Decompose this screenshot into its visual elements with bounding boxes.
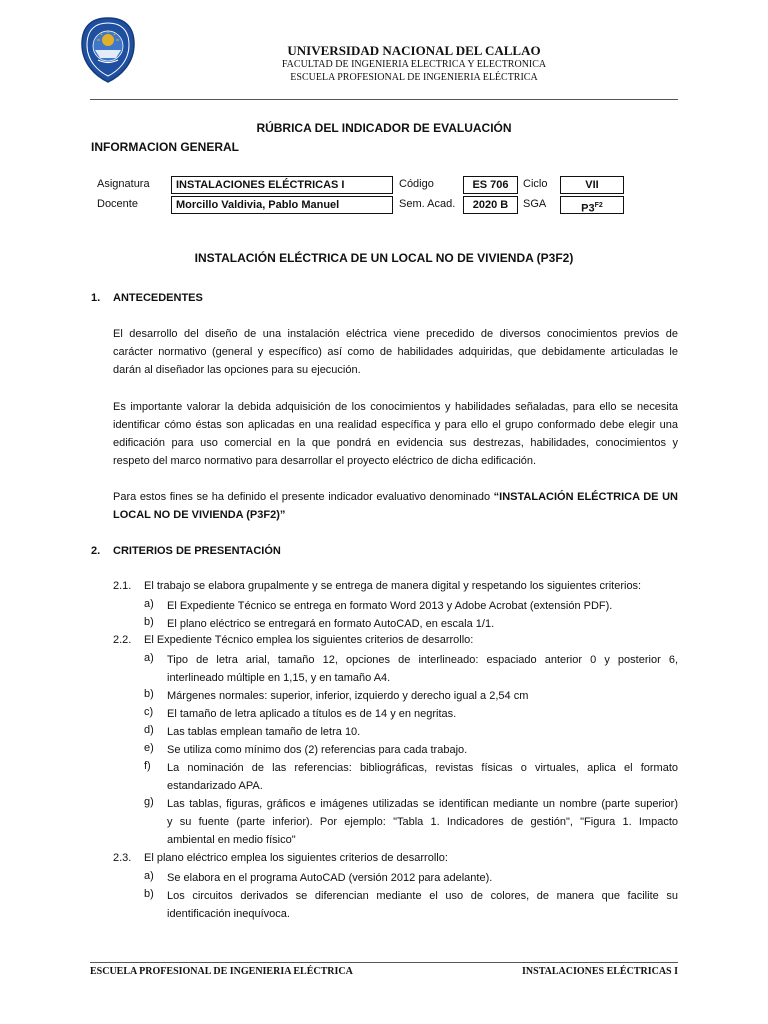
item-marker: a) (144, 652, 154, 664)
header-divider (90, 99, 678, 100)
text-line: identificar cómo éstas son aplicadas en una realidad específica y para ello el grupo conformado debe elegir una (113, 419, 678, 431)
section2-title: CRITERIOS DE PRESENTACIÓN (113, 545, 281, 557)
list-item (167, 705, 678, 723)
semester-label: Sem. Acad. (399, 198, 456, 210)
subsection-number: 2.1. (113, 580, 132, 592)
section2-number: 2. (91, 545, 101, 557)
rubric-title: RÚBRICA DEL INDICADOR DE EVALUACIÓN (256, 121, 512, 135)
text-line: Las tablas emplean tamaño de letra 10. (167, 726, 361, 738)
footer-divider (90, 962, 678, 963)
subsection-text: El plano eléctrico emplea los siguientes criterios de desarrollo: (144, 852, 448, 864)
section1-paragraph-3 (113, 488, 678, 524)
item-marker: g) (144, 796, 154, 808)
item-marker: a) (144, 870, 154, 882)
cycle-value: VII (560, 176, 624, 194)
subsection-text: El trabajo se elabora grupalmente y se entrega de manera digital y respetando los siguientes criterios: (144, 580, 642, 592)
cycle-label: Ciclo (523, 178, 548, 190)
list-item (167, 795, 678, 849)
section1-title: ANTECEDENTES (113, 292, 203, 304)
faculty-name: FACULTAD DE INGENIERIA ELECTRICA Y ELECTRONICA (281, 59, 547, 70)
text-line: La nominación de las referencias: bibliográficas, revistas físicas o virtuales, aplica el formato (167, 762, 678, 774)
sga-value-main: P3 (581, 202, 595, 215)
school-name: ESCUELA PROFESIONAL DE INGENIERIA ELÉCTRICA (290, 72, 538, 83)
university-name: UNIVERSIDAD NACIONAL DEL CALLAO (287, 43, 541, 58)
item-marker: a) (144, 598, 154, 610)
subsection-number: 2.2. (113, 634, 132, 646)
p3-bold-title-2: LOCAL NO DE VIVIENDA (P3F2)” (113, 509, 286, 521)
general-info-title: INFORMACION GENERAL (91, 140, 239, 154)
text-line: El Expediente Técnico se entrega en formato Word 2013 y Adobe Acrobat (extensión PDF). (167, 600, 613, 612)
item-marker: c) (144, 706, 154, 718)
section1-number: 1. (91, 292, 101, 304)
footer-school: ESCUELA PROFESIONAL DE INGENIERIA ELÉCTRICA (90, 966, 353, 977)
item-marker: e) (144, 742, 154, 754)
list-item (167, 759, 678, 795)
sga-value (560, 196, 624, 214)
item-marker: b) (144, 616, 154, 628)
subsection-text: El Expediente Técnico emplea los siguientes criterios de desarrollo: (144, 634, 474, 646)
item-marker: f) (144, 760, 151, 772)
text-line: Se utiliza como mínimo dos (2) referencias para cada trabajo. (167, 744, 468, 756)
p3-bold-title-1: “INSTALACIÓN ELÉCTRICA DE UN (493, 491, 678, 503)
item-marker: d) (144, 724, 154, 736)
text-line: estandarizado APA. (167, 780, 263, 792)
p3-text: Para estos fines se ha definido el presente indicador evaluativo denominado (113, 491, 491, 503)
text-line: ambiental en medio físico" (167, 834, 296, 846)
footer-course: INSTALACIONES ELÉCTRICAS I (522, 966, 678, 977)
text-line (113, 506, 678, 524)
text-line: El tamaño de letra aplicado a títulos es de 14 y en negritas. (167, 708, 457, 720)
text-line: respeto del marco normativo para desarrollar el proyecto eléctrico de dicha edificación. (113, 455, 537, 467)
list-item (167, 651, 678, 687)
subsection-number: 2.3. (113, 852, 132, 864)
section1-paragraph-2 (113, 398, 678, 470)
list-item (167, 615, 678, 633)
item-marker: b) (144, 688, 154, 700)
list-item (167, 687, 678, 705)
text-line: interlineado múltiple en 1,15, y en tamaño A4. (167, 672, 391, 684)
text-line: carácter normativo (general y específico) así como de habilidades adquiridas, que debidamente articuladas le (113, 346, 678, 358)
text-line (113, 488, 678, 506)
text-line: identificación inequívoca. (167, 908, 290, 920)
text-line: El plano eléctrico se entregará en formato AutoCAD, en escala 1/1. (167, 618, 495, 630)
semester-value: 2020 B (463, 196, 518, 214)
main-title: INSTALACIÓN ELÉCTRICA DE UN LOCAL NO DE VIVIENDA (P3F2) (194, 251, 574, 265)
item-marker: b) (144, 888, 154, 900)
text-line: Es importante valorar la debida adquisición de los conocimientos y habilidades señaladas, para ello se necesita (113, 401, 678, 413)
list-item (167, 597, 678, 615)
university-seal-logo (80, 16, 136, 84)
text-line: edificación para uso comercial en la que pondrá en evidencia sus destrezas, habilidades, conocimientos y (113, 437, 678, 449)
subject-value: INSTALACIONES ELÉCTRICAS I (171, 176, 393, 194)
code-value: ES 706 (463, 176, 518, 194)
sga-label: SGA (523, 198, 547, 210)
text-line: Los circuitos derivados se diferencian mediante el uso de colores, de manera que facilite su (167, 890, 678, 902)
list-item (167, 741, 678, 759)
section1-paragraph-1 (113, 325, 678, 379)
text-line: El desarrollo del diseño de una instalación eléctrica viene precedido de diversos conocimientos previos de (113, 328, 678, 340)
text-line: Se elabora en el programa AutoCAD (versión 2012 para adelante). (167, 872, 493, 884)
subject-label: Asignatura (97, 178, 150, 190)
code-label: Código (399, 178, 434, 190)
text-line: Márgenes normales: superior, inferior, izquierdo y derecho igual a 2,54 cm (167, 690, 529, 702)
list-item (167, 723, 678, 741)
text-line: y su fuente (parte inferior). Por ejemplo: "Tabla 1. Indicadores de gestión", "Figura 1. Impacto (167, 816, 678, 828)
list-item (167, 869, 678, 887)
sga-value-sup: F2 (594, 202, 603, 209)
text-line: Tipo de letra arial, tamaño 12, opciones de interlineado: espaciado anterior 0 y posterior 6, (167, 654, 678, 666)
list-item (167, 887, 678, 923)
text-line: Las tablas, figuras, gráficos e imágenes utilizadas se identifican mediante un nombre (parte superior) (167, 798, 678, 810)
teacher-value: Morcillo Valdivia, Pablo Manuel (171, 196, 393, 214)
text-line: darán al diseñador las opciones para su ejecución. (113, 364, 361, 376)
teacher-label: Docente (97, 198, 138, 210)
